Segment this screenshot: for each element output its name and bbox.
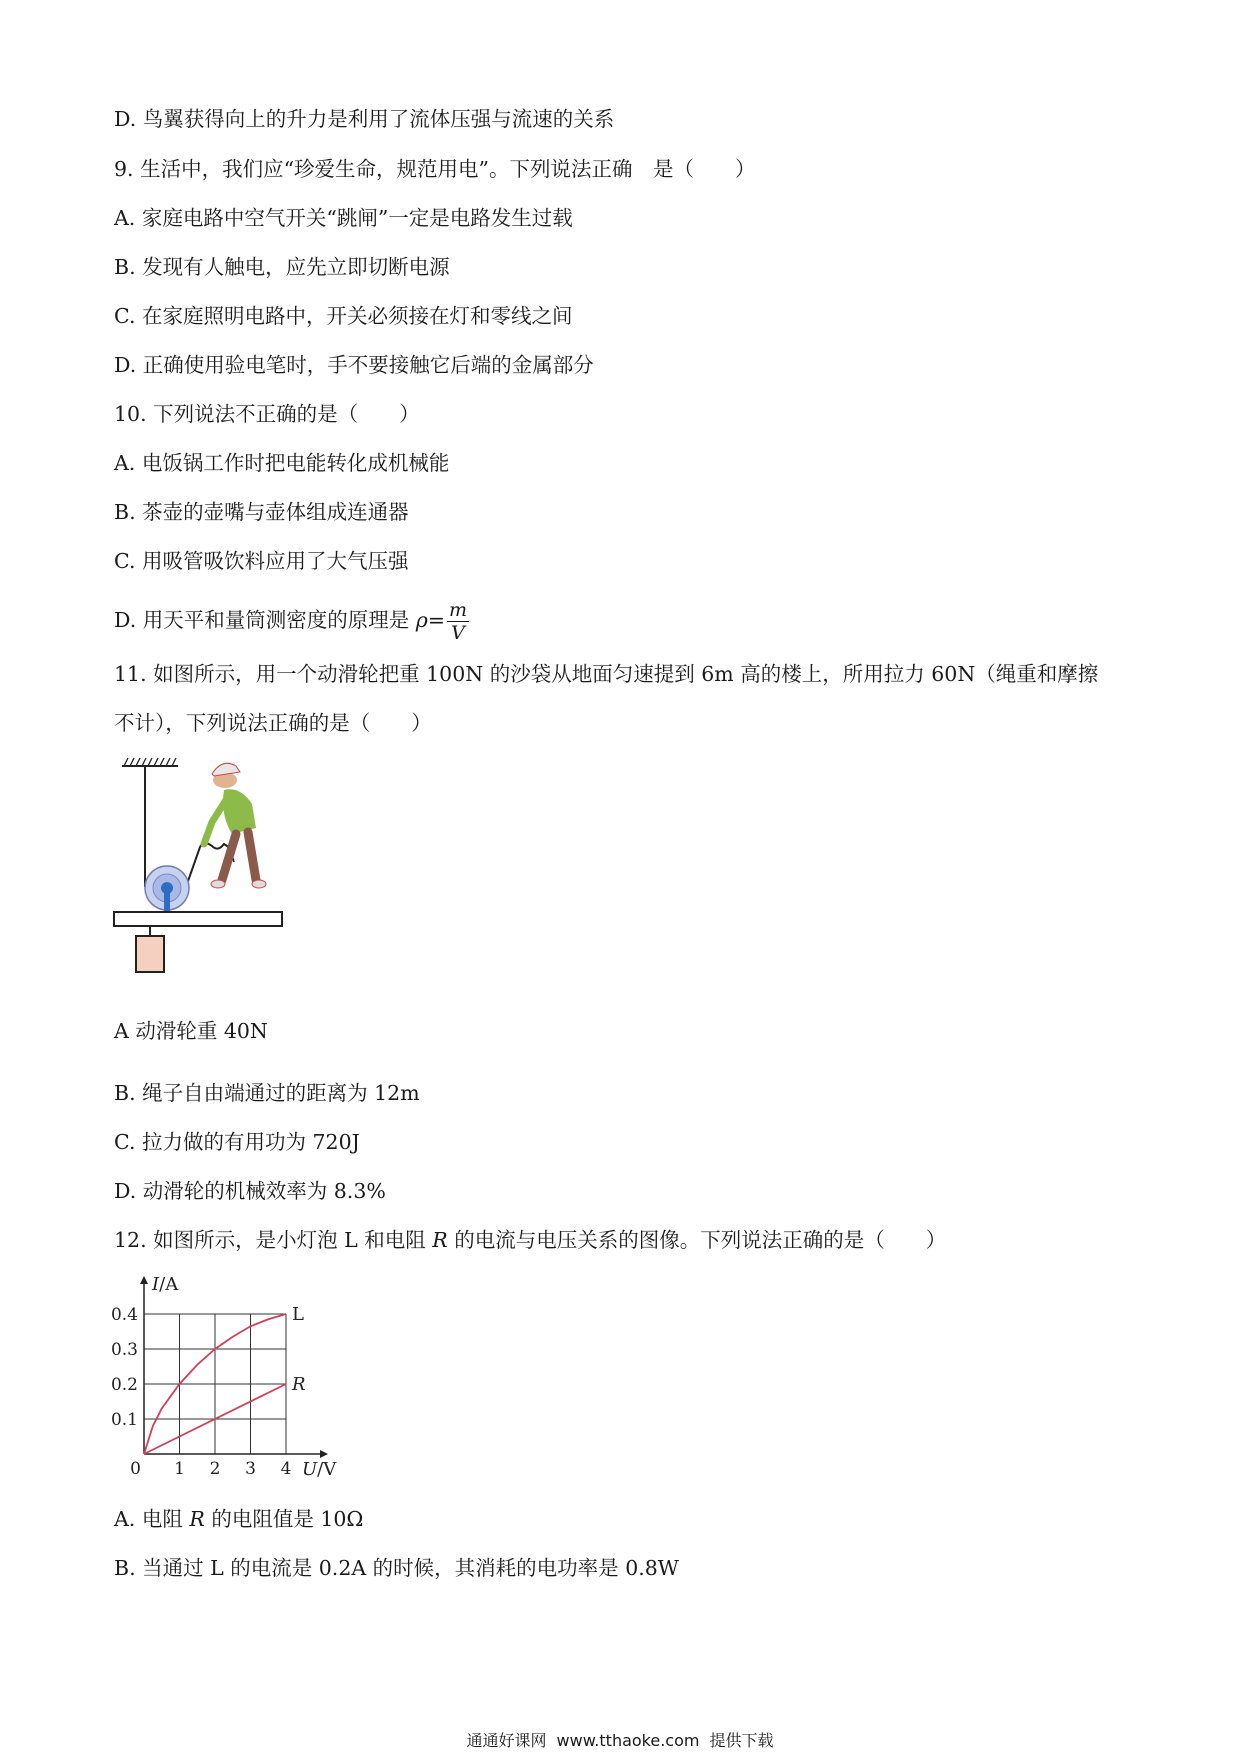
q12-option-a-r: R [189, 1507, 205, 1531]
q11-option-a: A 动滑轮重 40N [114, 1019, 268, 1043]
q11-option-c: C. 拉力做的有用功为 720J [114, 1130, 360, 1154]
q9-option-a: A. 家庭电路中空气开关“跳闸”一定是电路发生过载 [114, 206, 573, 230]
q9-option-b: B. 发现有人触电，应先立即切断电源 [114, 255, 450, 279]
y-tick-label: 0.4 [110, 1305, 138, 1325]
chart-grid [144, 1314, 286, 1454]
q10-option-a: A. 电饭锅工作时把电能转化成机械能 [114, 451, 450, 475]
pulley-figure [112, 752, 312, 1004]
q9-stem: 9. 生活中，我们应“珍爱生命，规范用电”。下列说法正确 是（ ） [114, 157, 756, 181]
density-formula-lhs: ρ= [415, 608, 445, 632]
iv-graph [108, 1270, 368, 1482]
page-footer [0, 1728, 1240, 1751]
person-pulling-rope [204, 763, 266, 888]
q12-stem [114, 1226, 946, 1254]
q12-option-a-pre: A. 电阻 [114, 1507, 190, 1531]
q11-stem-line-2: 不计），下列说法正确的是（ ） [114, 711, 432, 735]
movable-pulley [145, 866, 189, 912]
series-label-L: L [292, 1304, 304, 1325]
q8-option-d: D. 鸟翼获得向上的升力是利用了流体压强与流速的关系 [114, 107, 615, 131]
x-tick-label: 4 [280, 1459, 292, 1479]
q10-option-c: C. 用吸管吸饮料应用了大气压强 [114, 549, 409, 573]
y-tick-label: 0.3 [110, 1340, 138, 1360]
sandbag-block [136, 936, 164, 972]
y-axis-arrow [140, 1276, 148, 1284]
fraction-denominator: V [451, 622, 465, 644]
fraction-numerator: m [449, 599, 468, 621]
y-tick-label: 0.2 [110, 1375, 138, 1395]
footer-url: www.tthaoke.com [556, 1731, 700, 1750]
x-axis-label: U/V [302, 1459, 337, 1480]
q10-option-d-text: D. 用天平和量筒测密度的原理是 [114, 608, 416, 632]
origin-label: 0 [130, 1459, 141, 1479]
q12-option-a [114, 1505, 363, 1533]
q12-stem-pre: 12. 如图所示，是小灯泡 L 和电阻 [114, 1228, 433, 1252]
q12-stem-post: 的电流与电压关系的图像。下列说法正确的是（ ） [447, 1228, 947, 1252]
footer-site: 通通好课网 [466, 1731, 547, 1750]
ceiling-hatch [122, 758, 178, 766]
q10-option-b: B. 茶壶的壶嘴与壶体组成连通器 [114, 500, 409, 524]
x-tick-label: 3 [245, 1459, 256, 1479]
q12-option-b: B. 当通过 L 的电流是 0.2A 的时候，其消耗的电功率是 0.8W [114, 1556, 679, 1580]
x-tick-label: 1 [174, 1459, 185, 1479]
q11-option-b: B. 绳子自由端通过的距离为 12m [114, 1081, 420, 1105]
density-fraction [447, 599, 469, 644]
q12-stem-r: R [432, 1228, 448, 1252]
floor-board [114, 912, 282, 926]
q10-option-d [114, 594, 469, 646]
q12-option-a-post: 的电阻值是 10Ω [204, 1507, 364, 1531]
q9-option-d: D. 正确使用验电笔时，手不要接触它后端的金属部分 [114, 353, 594, 377]
footer-suffix: 提供下载 [709, 1731, 774, 1750]
q10-stem: 10. 下列说法不正确的是（ ） [114, 402, 420, 426]
q11-stem-line-1: 11. 如图所示，用一个动滑轮把重 100N 的沙袋从地面匀速提到 6m 高的楼上，所用拉力 60N（绳重和摩擦 [114, 662, 1099, 686]
q11-option-d: D. 动滑轮的机械效率为 8.3% [114, 1179, 386, 1203]
y-axis-label: I/A [152, 1274, 179, 1295]
series-label-R: R [292, 1374, 306, 1395]
y-tick-label: 0.1 [110, 1410, 138, 1430]
x-tick-label: 2 [209, 1459, 221, 1479]
q9-option-c: C. 在家庭照明电路中，开关必须接在灯和零线之间 [114, 304, 573, 328]
x-axis-arrow [320, 1450, 328, 1458]
